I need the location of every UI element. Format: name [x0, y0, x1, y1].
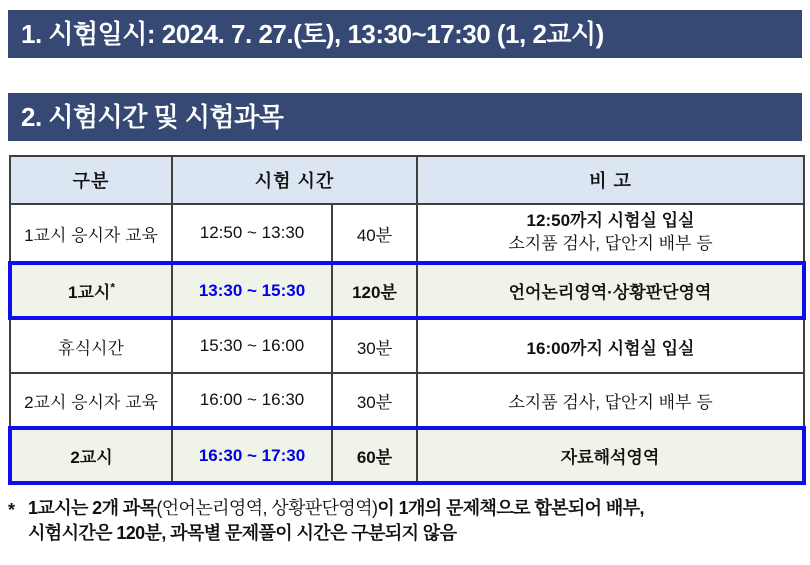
exam-schedule-table	[8, 155, 806, 485]
section-2-exam-schedule-banner: 2. 시험시간 및 시험과목	[8, 93, 802, 141]
table-row-break	[10, 318, 804, 373]
category-cell	[10, 263, 172, 318]
duration-cell: 60분	[332, 428, 417, 483]
note-cell: 16:00까지 시험실 입실	[417, 318, 804, 373]
footnote-regular-segment: (언어논리영역, 상황판단영역)	[156, 498, 378, 518]
section-1-exam-date-banner: 1. 시험일시: 2024. 7. 27.(토), 13:30~17:30 (1, 2교시)	[8, 10, 802, 58]
note-cell: 소지품 검사, 답안지 배부 등	[417, 373, 804, 428]
column-header-exam-time: 시험 시간	[172, 156, 417, 204]
note-line-1: 12:50까지 시험실 입실	[526, 211, 695, 231]
category-cell: 2교시	[10, 428, 172, 483]
note-cell	[417, 204, 804, 263]
footnote-bold-segment: 1교시는 2개 과목	[28, 498, 157, 518]
table-header-row	[10, 156, 804, 204]
duration-cell: 120분	[332, 263, 417, 318]
category-cell: 휴식시간	[10, 318, 172, 373]
category-cell: 2교시 응시자 교육	[10, 373, 172, 428]
note-line-2: 소지품 검사, 답안지 배부 등	[508, 234, 713, 253]
column-header-category: 구분	[10, 156, 172, 204]
time-range-cell: 16:30 ~ 17:30	[172, 428, 332, 483]
duration-cell: 30분	[332, 373, 417, 428]
footnote-bold-segment: 이 1개의 문제책으로 합본되어 배부,	[377, 498, 644, 518]
duration-cell: 40분	[332, 204, 417, 263]
note-cell: 언어논리영역·상황판단영역	[417, 263, 804, 318]
table-row-period1-exam	[10, 263, 804, 318]
footnote	[8, 496, 802, 546]
table-row-period1-orientation	[10, 204, 804, 263]
asterisk-marker: *	[110, 280, 115, 295]
note-cell: 자료해석영역	[417, 428, 804, 483]
time-range-cell: 13:30 ~ 15:30	[172, 263, 332, 318]
footnote-text	[28, 496, 802, 546]
footnote-asterisk: *	[8, 500, 15, 520]
table-row-period2-exam	[10, 428, 804, 483]
category-cell: 1교시 응시자 교육	[10, 204, 172, 263]
footnote-line-2: 시험시간은 120분, 과목별 문제풀이 시간은 구분되지 않음	[28, 523, 457, 544]
time-range-cell: 16:00 ~ 16:30	[172, 373, 332, 428]
time-range-cell: 15:30 ~ 16:00	[172, 318, 332, 373]
footnote-line-1	[28, 496, 802, 521]
time-range-cell: 12:50 ~ 13:30	[172, 204, 332, 263]
duration-cell: 30분	[332, 318, 417, 373]
column-header-note: 비 고	[417, 156, 804, 204]
category-label: 1교시	[68, 283, 111, 302]
table-row-period2-orientation	[10, 373, 804, 428]
